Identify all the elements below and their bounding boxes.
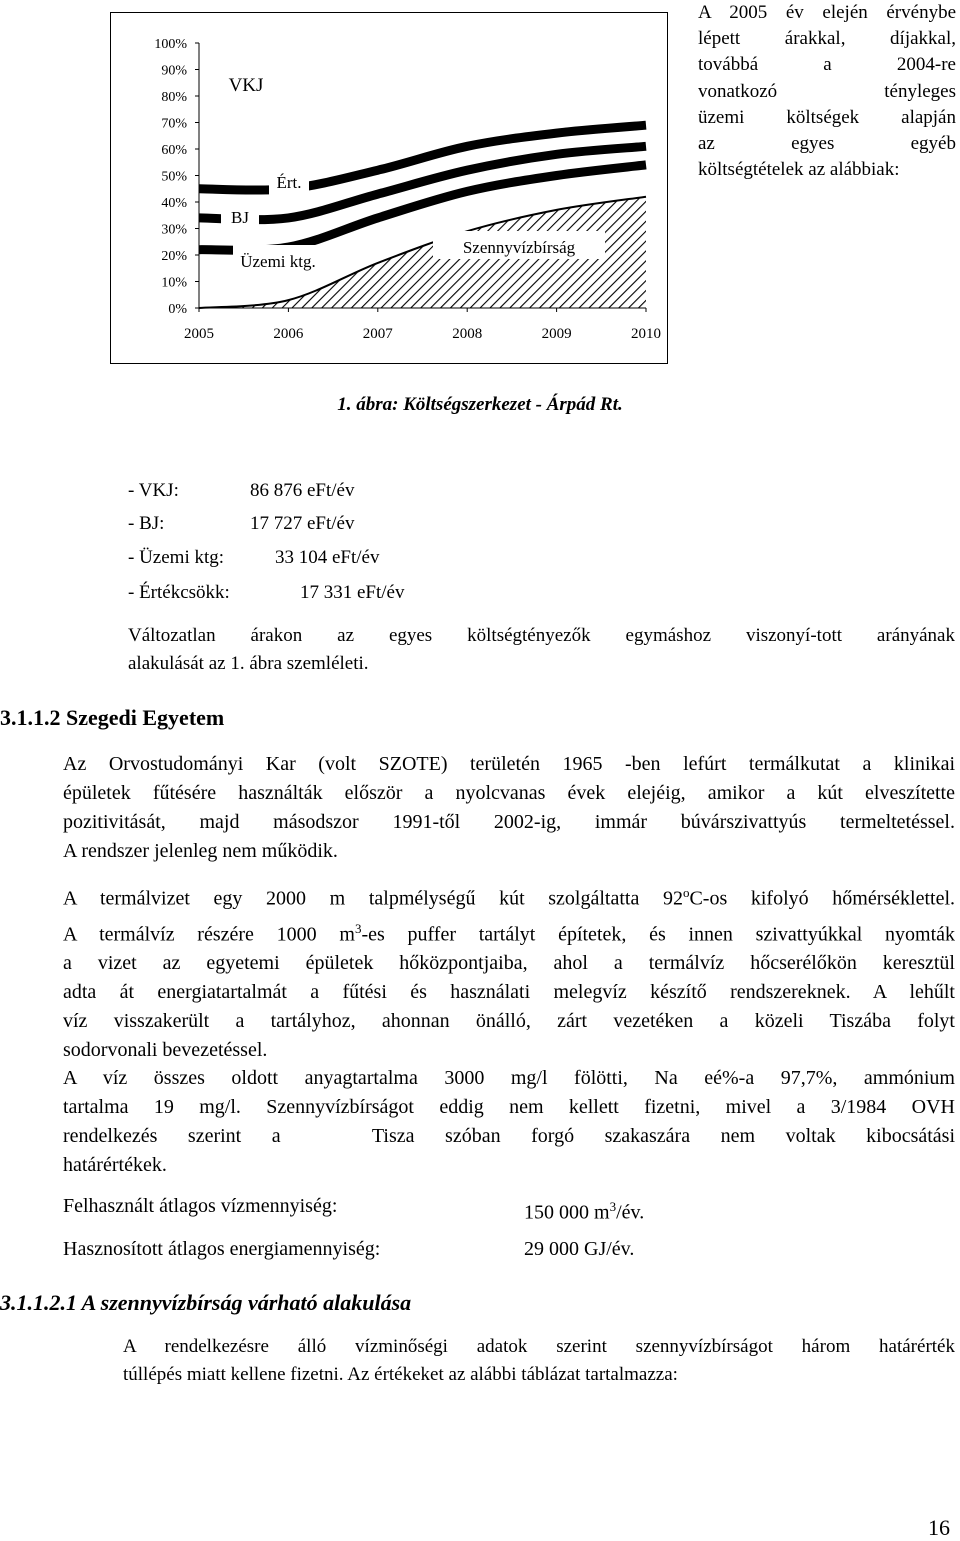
- paragraph-1: [63, 750, 955, 866]
- p3-line: határértékek.: [63, 1154, 167, 1176]
- cost-value: 17 331 eFt/év: [300, 582, 405, 603]
- p2-text: A termálvíz részére 1000 m: [63, 923, 355, 946]
- chart-side-text: [698, 0, 956, 183]
- series-label: BJ: [231, 208, 249, 227]
- y-tick-label: 50%: [161, 169, 187, 185]
- y-tick-label: 40%: [161, 196, 187, 211]
- cubic-sup: 3: [354, 920, 362, 936]
- y-tick-label: 0%: [168, 302, 187, 317]
- x-tick-label: 2008: [452, 326, 483, 342]
- cost-label: - Értékcsökk:: [128, 582, 230, 603]
- paragraph-4: [123, 1333, 955, 1389]
- series-label: Ért.: [276, 173, 302, 192]
- x-tick-label: 2006: [273, 326, 304, 342]
- y-tick-label: 20%: [161, 249, 187, 264]
- figure-caption: 1. ábra: Költségszerkezet - Árpád Rt.: [337, 394, 623, 415]
- page-number: 16: [928, 1515, 950, 1540]
- cost-value: 17 727 eFt/év: [250, 513, 355, 534]
- p4-line: A rendelkezésre álló vízminőségi adatok szerint szennyvízbírságot három határérték: [123, 1336, 955, 1357]
- p2-line: a vizet az egyetemi épületek hőközpontjaiba, ahol a termálvíz hőcserélőkön keresztül: [63, 952, 955, 975]
- p3-line: rendelkezés szerint a Tisza szóban forgó szakaszára nem voltak kibocsátási: [63, 1125, 955, 1147]
- side-text-line: továbbá a 2004-re: [698, 54, 956, 76]
- p2-line: adta át energiatartalmát a fűtési és használati melegvíz készítő rendszereknek. A lehűlt: [63, 981, 955, 1004]
- stat-label: Felhasznált átlagos vízmennyiség:: [63, 1195, 338, 1217]
- p2-line: [63, 914, 955, 950]
- paragraph-2: [63, 878, 955, 1065]
- side-text-line: vonatkozó tényleges: [698, 80, 956, 102]
- stat-value-text: /év.: [616, 1201, 645, 1224]
- cubic-sup: 3: [609, 1199, 617, 1214]
- series-label: Szennyvízbírság: [462, 238, 576, 257]
- side-text-line: lépett árakkal, díjakkal,: [698, 28, 956, 50]
- stat-row: [63, 1192, 337, 1221]
- y-tick-label: 60%: [161, 143, 187, 158]
- p1-line: A rendszer jelenleg nem működik.: [63, 840, 338, 862]
- intro-paragraph: [128, 622, 955, 678]
- paragraph-3: [63, 1064, 955, 1180]
- p2-text: A termálvizet egy 2000 m talpmélységű kút szolgáltatta 92: [63, 887, 683, 910]
- cost-label: - VKJ:: [128, 480, 179, 501]
- p1-line: pozitivitását, majd másodszor 1991-től 2002-ig, immár búvárszivattyús termeltetéssel.: [63, 811, 955, 833]
- y-tick-label: 30%: [161, 222, 187, 238]
- cost-value: 86 876 eFt/év: [250, 480, 355, 501]
- section-heading: 3.1.1.2 Szegedi Egyetem: [0, 705, 225, 730]
- p1-line: épületek fűtésére használták először a nyolcvanas évek elejéig, amikor a kút elveszítette: [63, 782, 955, 804]
- side-text-line: költségtételek az alábbiak:: [698, 159, 900, 181]
- subsection-heading: 3.1.1.2.1 A szennyvízbírság várható alakulása: [0, 1290, 412, 1315]
- p2-line: sodorvonali bevezetéssel.: [63, 1039, 268, 1062]
- p2-line: [63, 878, 955, 914]
- chart-svg: [111, 13, 669, 365]
- stat-value-text: 150 000 m: [524, 1201, 610, 1224]
- cost-label: - Üzemi ktg:: [128, 547, 225, 568]
- p4-line: túllépés miatt kellene fizetni. Az értékeket az alábbi táblázat tartalmazza:: [123, 1364, 678, 1385]
- y-tick-label: 100%: [154, 37, 187, 52]
- stat-label: Hasznosított átlagos energiamennyiség:: [63, 1238, 381, 1260]
- y-tick-label: 10%: [161, 275, 187, 291]
- x-tick-label: 2005: [184, 326, 214, 342]
- series-label: VKJ: [228, 75, 264, 96]
- cost-structure-chart: [110, 12, 668, 364]
- x-tick-label: 2007: [362, 326, 393, 342]
- intro-line: Változatlan árakon az egyes költségtényezők egymáshoz viszonyí-tott arányának: [128, 625, 955, 646]
- y-tick-label: 80%: [161, 90, 187, 105]
- x-tick-label: 2010: [631, 326, 661, 342]
- degree-sup: o: [682, 885, 690, 900]
- stat-value: [524, 1235, 634, 1264]
- side-text-line: az egyes egyéb: [698, 133, 956, 155]
- y-tick-label: 70%: [161, 116, 187, 132]
- p3-line: A víz összes oldott anyagtartalma 3000 mg/l fölötti, Na eé%-a 97,7%, ammónium: [63, 1067, 955, 1089]
- cost-value: 33 104 eFt/év: [275, 547, 380, 568]
- x-tick-label: 2009: [541, 326, 572, 342]
- p2-line: víz visszakerült a tartályhoz, ahonnan önálló, zárt vezetéken a közeli Tiszába folyt: [63, 1010, 955, 1033]
- p2-text: -es puffer tartályt építetek, és innen szivattyúkkal nyomták: [361, 923, 956, 946]
- stat-value-text: 29 000 GJ/év.: [524, 1238, 635, 1260]
- side-text-line: A 2005 év elején érvénybe: [698, 2, 956, 23]
- p3-line: tartalma 19 mg/l. Szennyvízbírságot eddig nem kellett fizetni, mivel a 3/1984 OVH: [63, 1096, 955, 1118]
- cost-label: - BJ:: [128, 513, 165, 534]
- p1-line: Az Orvostudományi Kar (volt SZOTE) területén 1965 -ben lefúrt termálkutat a klinikai: [63, 753, 955, 775]
- series-label: Üzemi ktg.: [240, 252, 316, 271]
- y-tick-label: 90%: [161, 63, 187, 79]
- p2-text: C-os kifolyó hőmérséklettel.: [689, 887, 956, 910]
- side-text-line: üzemi költségek alapján: [698, 106, 956, 128]
- stat-row: [63, 1235, 380, 1264]
- stat-value: [524, 1192, 644, 1228]
- intro-line: alakulását az 1. ábra szemléleti.: [128, 653, 369, 674]
